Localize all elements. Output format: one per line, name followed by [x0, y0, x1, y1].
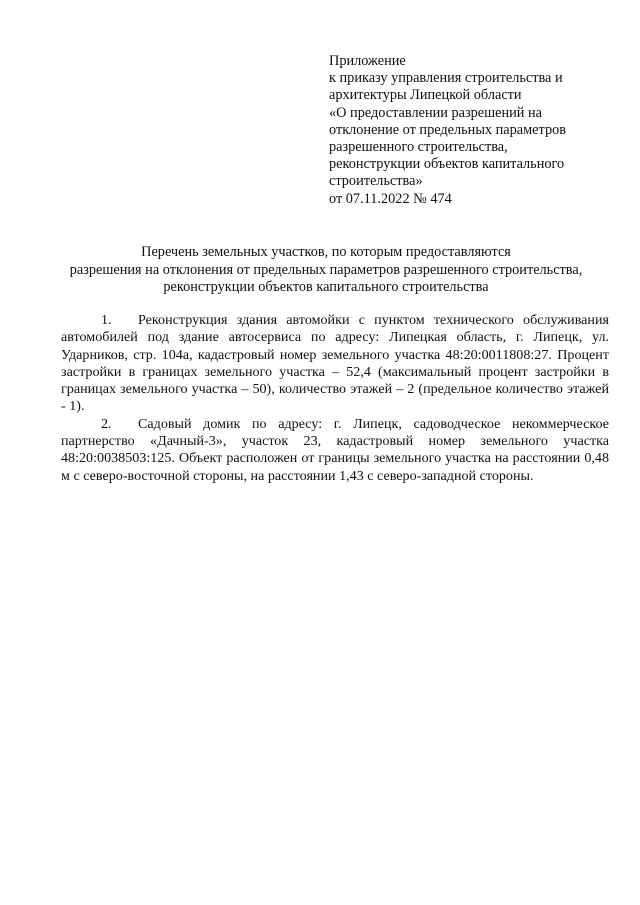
appendix-line: «О предоставлении разрешений на	[329, 104, 542, 121]
title-line: Перечень земельных участков, по которым предоставляются	[141, 244, 511, 260]
list-item	[61, 416, 609, 485]
title-line: реконструкции объектов капитального строительства	[163, 279, 489, 296]
appendix-line: Приложение	[329, 53, 406, 69]
appendix-line: архитектуры Липецкой области	[329, 87, 522, 104]
document-title	[40, 244, 612, 297]
appendix-block	[329, 53, 609, 208]
item-number: 2.	[101, 415, 112, 432]
appendix-order-date: от 07.11.2022 № 474	[329, 190, 452, 207]
title-line: разрешения на отклонения от предельных параметров разрешенного строительства,	[69, 261, 583, 278]
item-number: 1.	[101, 312, 112, 328]
appendix-line: строительства»	[329, 173, 423, 190]
appendix-line: к приказу управления строительства и	[329, 70, 563, 87]
document-body	[61, 312, 609, 485]
item-text: Реконструкция здания автомойки с пунктом технического обслуживания автомобилей под здание автосервиса по адресу: Липецкая область, г. Липецк, ул. Ударников, стр. 104а, кадастровый номер земельного участка 48:20:0011808:27. Процент застройки в границах земельного участка – 52,4 (максимальный процент застройки в границах земельного участка – 50), количество этажей – 2 (предельное количество этажей - 1).	[61, 312, 609, 415]
appendix-line: разрешенного строительства,	[329, 139, 508, 156]
appendix-line: реконструкции объектов капитального	[329, 156, 565, 173]
appendix-line: отклонение от предельных параметров	[329, 121, 567, 138]
list-item	[61, 312, 609, 416]
item-text: Садовый домик по адресу: г. Липецк, садоводческое некоммерческое партнерство «Дачный-3», участок 23, кадастровый номер земельного участка 48:20:0038503:125. Объект расположен от границы земельного участка на расстоянии 0,48 м с северо-восточной стороны, на расстоянии 1,43 с северо-западной стороны.	[61, 415, 609, 484]
